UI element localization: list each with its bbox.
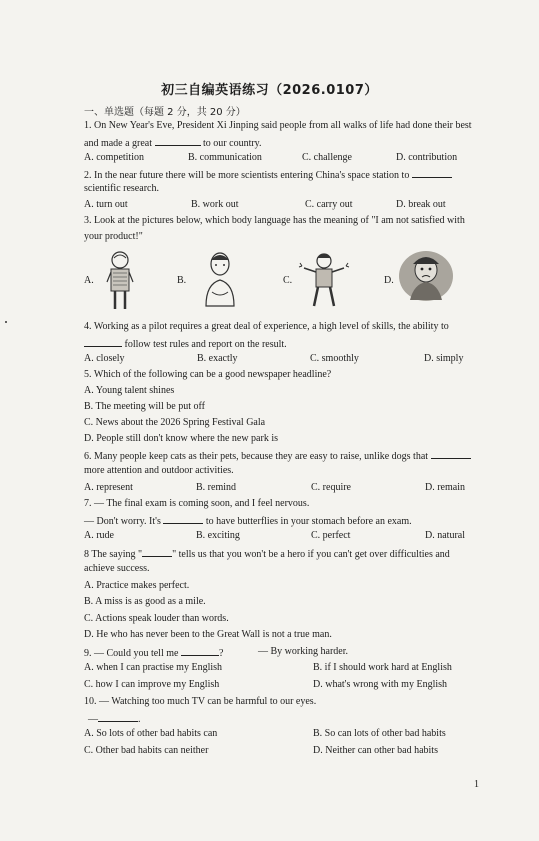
option-c: C. Actions speak louder than words. xyxy=(84,613,229,624)
question-6-text-cont: more attention and outdoor activities. xyxy=(84,465,234,476)
question-8-text xyxy=(84,547,450,561)
answer-blank xyxy=(142,547,172,557)
answer-blank xyxy=(84,337,122,347)
option-b: B. A miss is as good as a mile. xyxy=(84,596,206,607)
question-4-part-b: follow test rules and report on the result. xyxy=(124,339,287,350)
question-8-part-a: 8 The saying " xyxy=(84,549,143,560)
option-d: D. remain xyxy=(425,482,465,493)
scan-speck xyxy=(5,321,7,323)
question-4-text: 4. Working as a pilot requires a great deal of experience, a high level of skills, the ability to xyxy=(84,321,449,332)
picture-label-d: D. xyxy=(384,275,394,286)
question-1-text: 1. On New Year's Eve, President Xi Jinping said people from all walks of life had done their best xyxy=(84,120,472,131)
option-b: B. if I should work hard at English xyxy=(313,662,452,673)
question-10-part-a: — xyxy=(88,714,98,725)
option-d: D. simply xyxy=(424,353,464,364)
option-c: C. carry out xyxy=(305,199,353,210)
question-2-text xyxy=(84,168,452,182)
person-d-image xyxy=(398,250,454,302)
question-9-part-b: ? xyxy=(218,648,224,659)
page-number: 1 xyxy=(474,779,479,790)
question-3-text-cont: your product!" xyxy=(84,231,143,242)
option-a: A. So lots of other bad habits can xyxy=(84,728,218,739)
option-b: B. exciting xyxy=(196,530,240,541)
question-9-response: — By working harder. xyxy=(258,646,348,657)
question-5-text: 5. Which of the following can be a good newspaper headline? xyxy=(84,369,332,380)
option-a: A. Young talent shines xyxy=(84,385,175,396)
question-10-text: 10. — Watching too much TV can be harmful to our eyes. xyxy=(84,696,317,707)
section-heading: 一、单选题（每题 2 分，共 20 分） xyxy=(84,107,246,118)
option-a: A. Practice makes perfect. xyxy=(84,580,190,591)
answer-blank xyxy=(163,514,203,524)
question-7-part-a: — Don't worry. It's xyxy=(84,516,161,527)
person-a-image xyxy=(103,250,137,312)
option-c: C. challenge xyxy=(302,152,352,163)
question-2-part-a: 2. In the near future there will be more scientists entering China's space station to xyxy=(84,170,410,181)
option-c: C. perfect xyxy=(311,530,351,541)
option-b: B. exactly xyxy=(197,353,238,364)
question-7-text: 7. — The final exam is coming soon, and I feel nervous. xyxy=(84,498,310,509)
question-8-text-cont: achieve success. xyxy=(84,563,150,574)
picture-label-a: A. xyxy=(84,275,94,286)
answer-blank xyxy=(181,646,219,656)
option-d: D. what's wrong with my English xyxy=(313,679,448,690)
option-c: C. Other bad habits can neither xyxy=(84,745,209,756)
option-d: D. natural xyxy=(425,530,465,541)
option-c: C. News about the 2026 Spring Festival Gala xyxy=(84,417,266,428)
option-c: C. require xyxy=(311,482,351,493)
option-d: D. break out xyxy=(396,199,446,210)
option-a: A. rude xyxy=(84,530,114,541)
question-7-part-b: to have butterflies in your stomach before an exam. xyxy=(205,516,412,527)
person-c-image xyxy=(298,252,350,308)
option-a: A. competition xyxy=(84,152,144,163)
option-a: A. turn out xyxy=(84,199,128,210)
question-10-text-cont xyxy=(88,712,141,726)
answer-blank xyxy=(431,449,471,459)
question-1-part-a: and made a great xyxy=(84,138,153,149)
option-a: A. represent xyxy=(84,482,133,493)
option-b: B. The meeting will be put off xyxy=(84,401,206,412)
person-b-image xyxy=(202,252,238,308)
option-b: B. remind xyxy=(196,482,236,493)
question-1-part-b: to our country. xyxy=(203,138,262,149)
question-8-part-b: " tells us that you won't be a hero if you can't get over difficulties and xyxy=(172,549,450,560)
option-d: D. contribution xyxy=(396,152,458,163)
question-2-text-cont: scientific research. xyxy=(84,183,159,194)
answer-blank xyxy=(412,168,452,178)
option-c: C. smoothly xyxy=(310,353,359,364)
picture-label-c: C. xyxy=(283,275,293,286)
question-6-text xyxy=(84,449,471,463)
question-3-text: 3. Look at the pictures below, which body language has the meaning of "I am not satisfied with xyxy=(84,215,465,226)
option-b: B. So can lots of other bad habits xyxy=(313,728,446,739)
picture-label-b: B. xyxy=(177,275,187,286)
option-d: D. People still don't know where the new park is xyxy=(84,433,278,444)
option-d: D. Neither can other bad habits xyxy=(313,745,438,756)
option-a: A. closely xyxy=(84,353,125,364)
question-6-part-a: 6. Many people keep cats as their pets, because they are easy to raise, unlike dogs that xyxy=(84,451,429,462)
option-b: B. work out xyxy=(191,199,239,210)
option-a: A. when I can practise my English xyxy=(84,662,223,673)
question-9-text xyxy=(84,646,223,660)
answer-blank xyxy=(98,712,138,722)
question-10-part-b: . xyxy=(138,714,141,725)
question-4-text-cont xyxy=(84,337,287,351)
page-title: 初三自编英语练习（2026.0107） xyxy=(161,83,378,98)
option-b: B. communication xyxy=(188,152,262,163)
question-7-text-cont xyxy=(84,514,412,528)
option-c: C. how I can improve my English xyxy=(84,679,220,690)
question-1-text-cont xyxy=(84,136,262,150)
option-d: D. He who has never been to the Great Wall is not a true man. xyxy=(84,629,332,640)
question-9-part-a: 9. — Could you tell me xyxy=(84,648,179,659)
answer-blank xyxy=(155,136,201,146)
